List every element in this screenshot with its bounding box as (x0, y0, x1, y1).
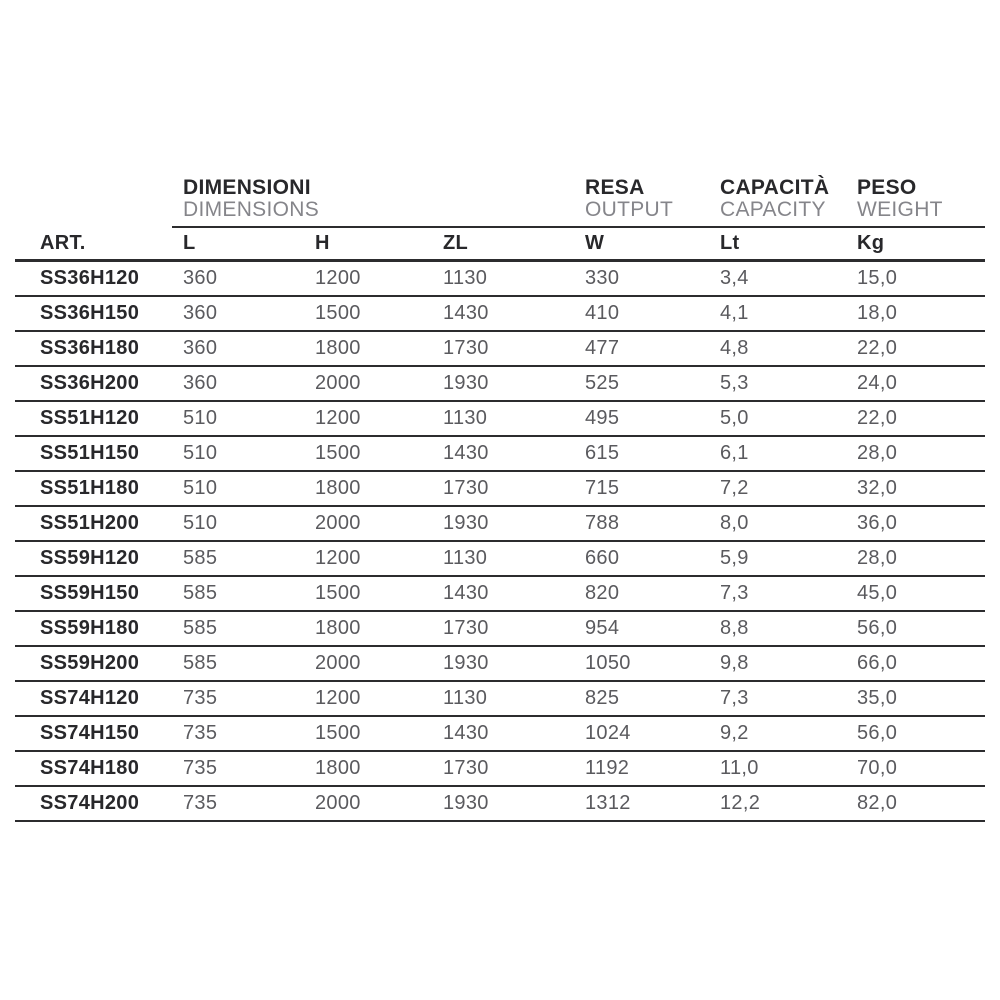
cell-h: 1200 (315, 267, 361, 289)
cell-zl: 1430 (443, 442, 489, 464)
cell-kg: 66,0 (857, 652, 898, 674)
table-row (15, 752, 985, 787)
table-row (15, 472, 985, 507)
cell-zl: 1130 (443, 267, 488, 289)
cell-h: 1500 (315, 722, 361, 744)
cell-w: 1050 (585, 652, 631, 674)
cell-w: 330 (585, 267, 620, 289)
cell-zl: 1130 (443, 687, 488, 709)
cell-h: 1500 (315, 582, 361, 604)
subheader-row (15, 228, 985, 262)
cell-l: 510 (183, 407, 218, 429)
table-header (15, 175, 985, 262)
cell-kg: 28,0 (857, 547, 898, 569)
cell-lt: 9,8 (720, 652, 749, 674)
column-header-h: H (315, 232, 330, 254)
cell-zl: 1430 (443, 722, 489, 744)
article-code: SS74H180 (40, 757, 140, 779)
column-header-art: ART. (40, 232, 86, 254)
cell-h: 1200 (315, 547, 361, 569)
spec-table (15, 175, 985, 822)
article-code: SS74H120 (40, 687, 140, 709)
cell-zl: 1130 (443, 547, 488, 569)
cell-h: 1800 (315, 477, 361, 499)
cell-l: 360 (183, 372, 218, 394)
article-code: SS36H120 (40, 267, 140, 289)
cell-lt: 4,8 (720, 337, 749, 359)
article-code: SS74H150 (40, 722, 140, 744)
cell-kg: 18,0 (857, 302, 898, 324)
cell-w: 715 (585, 477, 620, 499)
group-label-italian: CAPACITÀ (720, 176, 830, 199)
table-body (15, 262, 985, 822)
column-header-zl: ZL (443, 232, 469, 254)
cell-h: 1800 (315, 617, 361, 639)
cell-h: 2000 (315, 372, 361, 394)
group-label-italian: RESA (585, 176, 645, 199)
cell-zl: 1730 (443, 617, 489, 639)
table-row (15, 787, 985, 822)
cell-l: 735 (183, 757, 218, 779)
cell-zl: 1730 (443, 477, 489, 499)
table-row (15, 437, 985, 472)
article-code: SS59H150 (40, 582, 140, 604)
article-code: SS36H200 (40, 372, 140, 394)
cell-zl: 1730 (443, 337, 489, 359)
cell-l: 585 (183, 617, 218, 639)
cell-h: 1800 (315, 337, 361, 359)
cell-lt: 5,3 (720, 372, 749, 394)
cell-lt: 7,3 (720, 582, 749, 604)
table-row (15, 717, 985, 752)
cell-kg: 56,0 (857, 617, 898, 639)
cell-w: 1312 (585, 792, 631, 814)
cell-h: 1500 (315, 442, 361, 464)
cell-kg: 36,0 (857, 512, 898, 534)
cell-w: 477 (585, 337, 620, 359)
cell-kg: 28,0 (857, 442, 898, 464)
cell-kg: 35,0 (857, 687, 898, 709)
group-label-italian: PESO (857, 176, 917, 199)
cell-zl: 1930 (443, 372, 489, 394)
cell-kg: 15,0 (857, 267, 898, 289)
table-row (15, 507, 985, 542)
cell-w: 825 (585, 687, 620, 709)
article-code: SS36H150 (40, 302, 140, 324)
cell-zl: 1430 (443, 582, 489, 604)
cell-l: 360 (183, 302, 218, 324)
cell-h: 1500 (315, 302, 361, 324)
cell-zl: 1130 (443, 407, 488, 429)
article-code: SS51H180 (40, 477, 140, 499)
cell-w: 660 (585, 547, 620, 569)
cell-w: 820 (585, 582, 620, 604)
article-code: SS51H150 (40, 442, 140, 464)
table-row (15, 402, 985, 437)
cell-kg: 56,0 (857, 722, 898, 744)
article-code: SS36H180 (40, 337, 140, 359)
article-code: SS51H200 (40, 512, 140, 534)
table-row (15, 332, 985, 367)
article-code: SS59H120 (40, 547, 140, 569)
cell-lt: 5,9 (720, 547, 749, 569)
cell-zl: 1930 (443, 792, 489, 814)
cell-l: 735 (183, 792, 218, 814)
cell-lt: 5,0 (720, 407, 749, 429)
column-header-kg: Kg (857, 232, 885, 254)
group-header-dimensions (183, 177, 319, 221)
cell-lt: 12,2 (720, 792, 761, 814)
cell-l: 510 (183, 442, 218, 464)
cell-kg: 32,0 (857, 477, 898, 499)
cell-lt: 8,8 (720, 617, 749, 639)
article-code: SS51H120 (40, 407, 140, 429)
column-header-w: W (585, 232, 605, 254)
cell-w: 525 (585, 372, 620, 394)
cell-w: 495 (585, 407, 620, 429)
cell-l: 585 (183, 582, 218, 604)
group-header-weight (857, 177, 943, 221)
cell-lt: 9,2 (720, 722, 749, 744)
cell-zl: 1430 (443, 302, 489, 324)
cell-kg: 24,0 (857, 372, 898, 394)
table-row (15, 262, 985, 297)
cell-kg: 82,0 (857, 792, 898, 814)
table-row (15, 297, 985, 332)
article-code: SS59H180 (40, 617, 140, 639)
cell-lt: 7,3 (720, 687, 749, 709)
cell-kg: 22,0 (857, 337, 898, 359)
cell-lt: 11,0 (720, 757, 759, 779)
cell-zl: 1730 (443, 757, 489, 779)
table-row (15, 577, 985, 612)
cell-lt: 4,1 (720, 302, 749, 324)
group-label-english: WEIGHT (857, 198, 943, 221)
column-header-lt: Lt (720, 232, 740, 254)
cell-l: 510 (183, 477, 218, 499)
cell-h: 1200 (315, 407, 361, 429)
group-label-italian: DIMENSIONI (183, 176, 311, 199)
cell-lt: 8,0 (720, 512, 749, 534)
group-header-output (585, 177, 673, 221)
cell-zl: 1930 (443, 652, 489, 674)
cell-l: 735 (183, 687, 218, 709)
cell-l: 360 (183, 267, 218, 289)
cell-h: 2000 (315, 512, 361, 534)
cell-h: 2000 (315, 652, 361, 674)
article-code: SS74H200 (40, 792, 140, 814)
article-code: SS59H200 (40, 652, 140, 674)
cell-lt: 6,1 (720, 442, 749, 464)
cell-w: 1192 (585, 757, 630, 779)
cell-l: 585 (183, 652, 218, 674)
cell-kg: 70,0 (857, 757, 898, 779)
cell-h: 2000 (315, 792, 361, 814)
cell-w: 1024 (585, 722, 631, 744)
cell-w: 788 (585, 512, 620, 534)
cell-zl: 1930 (443, 512, 489, 534)
table-row (15, 367, 985, 402)
cell-kg: 45,0 (857, 582, 898, 604)
group-label-english: CAPACITY (720, 198, 826, 221)
group-label-english: OUTPUT (585, 198, 674, 221)
cell-l: 585 (183, 547, 218, 569)
cell-w: 615 (585, 442, 620, 464)
column-header-l: L (183, 232, 196, 254)
cell-lt: 3,4 (720, 267, 749, 289)
cell-h: 1200 (315, 687, 361, 709)
table-row (15, 682, 985, 717)
cell-l: 735 (183, 722, 218, 744)
cell-w: 410 (585, 302, 620, 324)
table-row (15, 612, 985, 647)
cell-lt: 7,2 (720, 477, 749, 499)
table-row (15, 542, 985, 577)
cell-l: 510 (183, 512, 218, 534)
group-header-capacity (720, 177, 829, 221)
cell-h: 1800 (315, 757, 361, 779)
cell-kg: 22,0 (857, 407, 898, 429)
table-row (15, 647, 985, 682)
cell-l: 360 (183, 337, 218, 359)
cell-w: 954 (585, 617, 620, 639)
group-label-english: DIMENSIONS (183, 198, 320, 221)
